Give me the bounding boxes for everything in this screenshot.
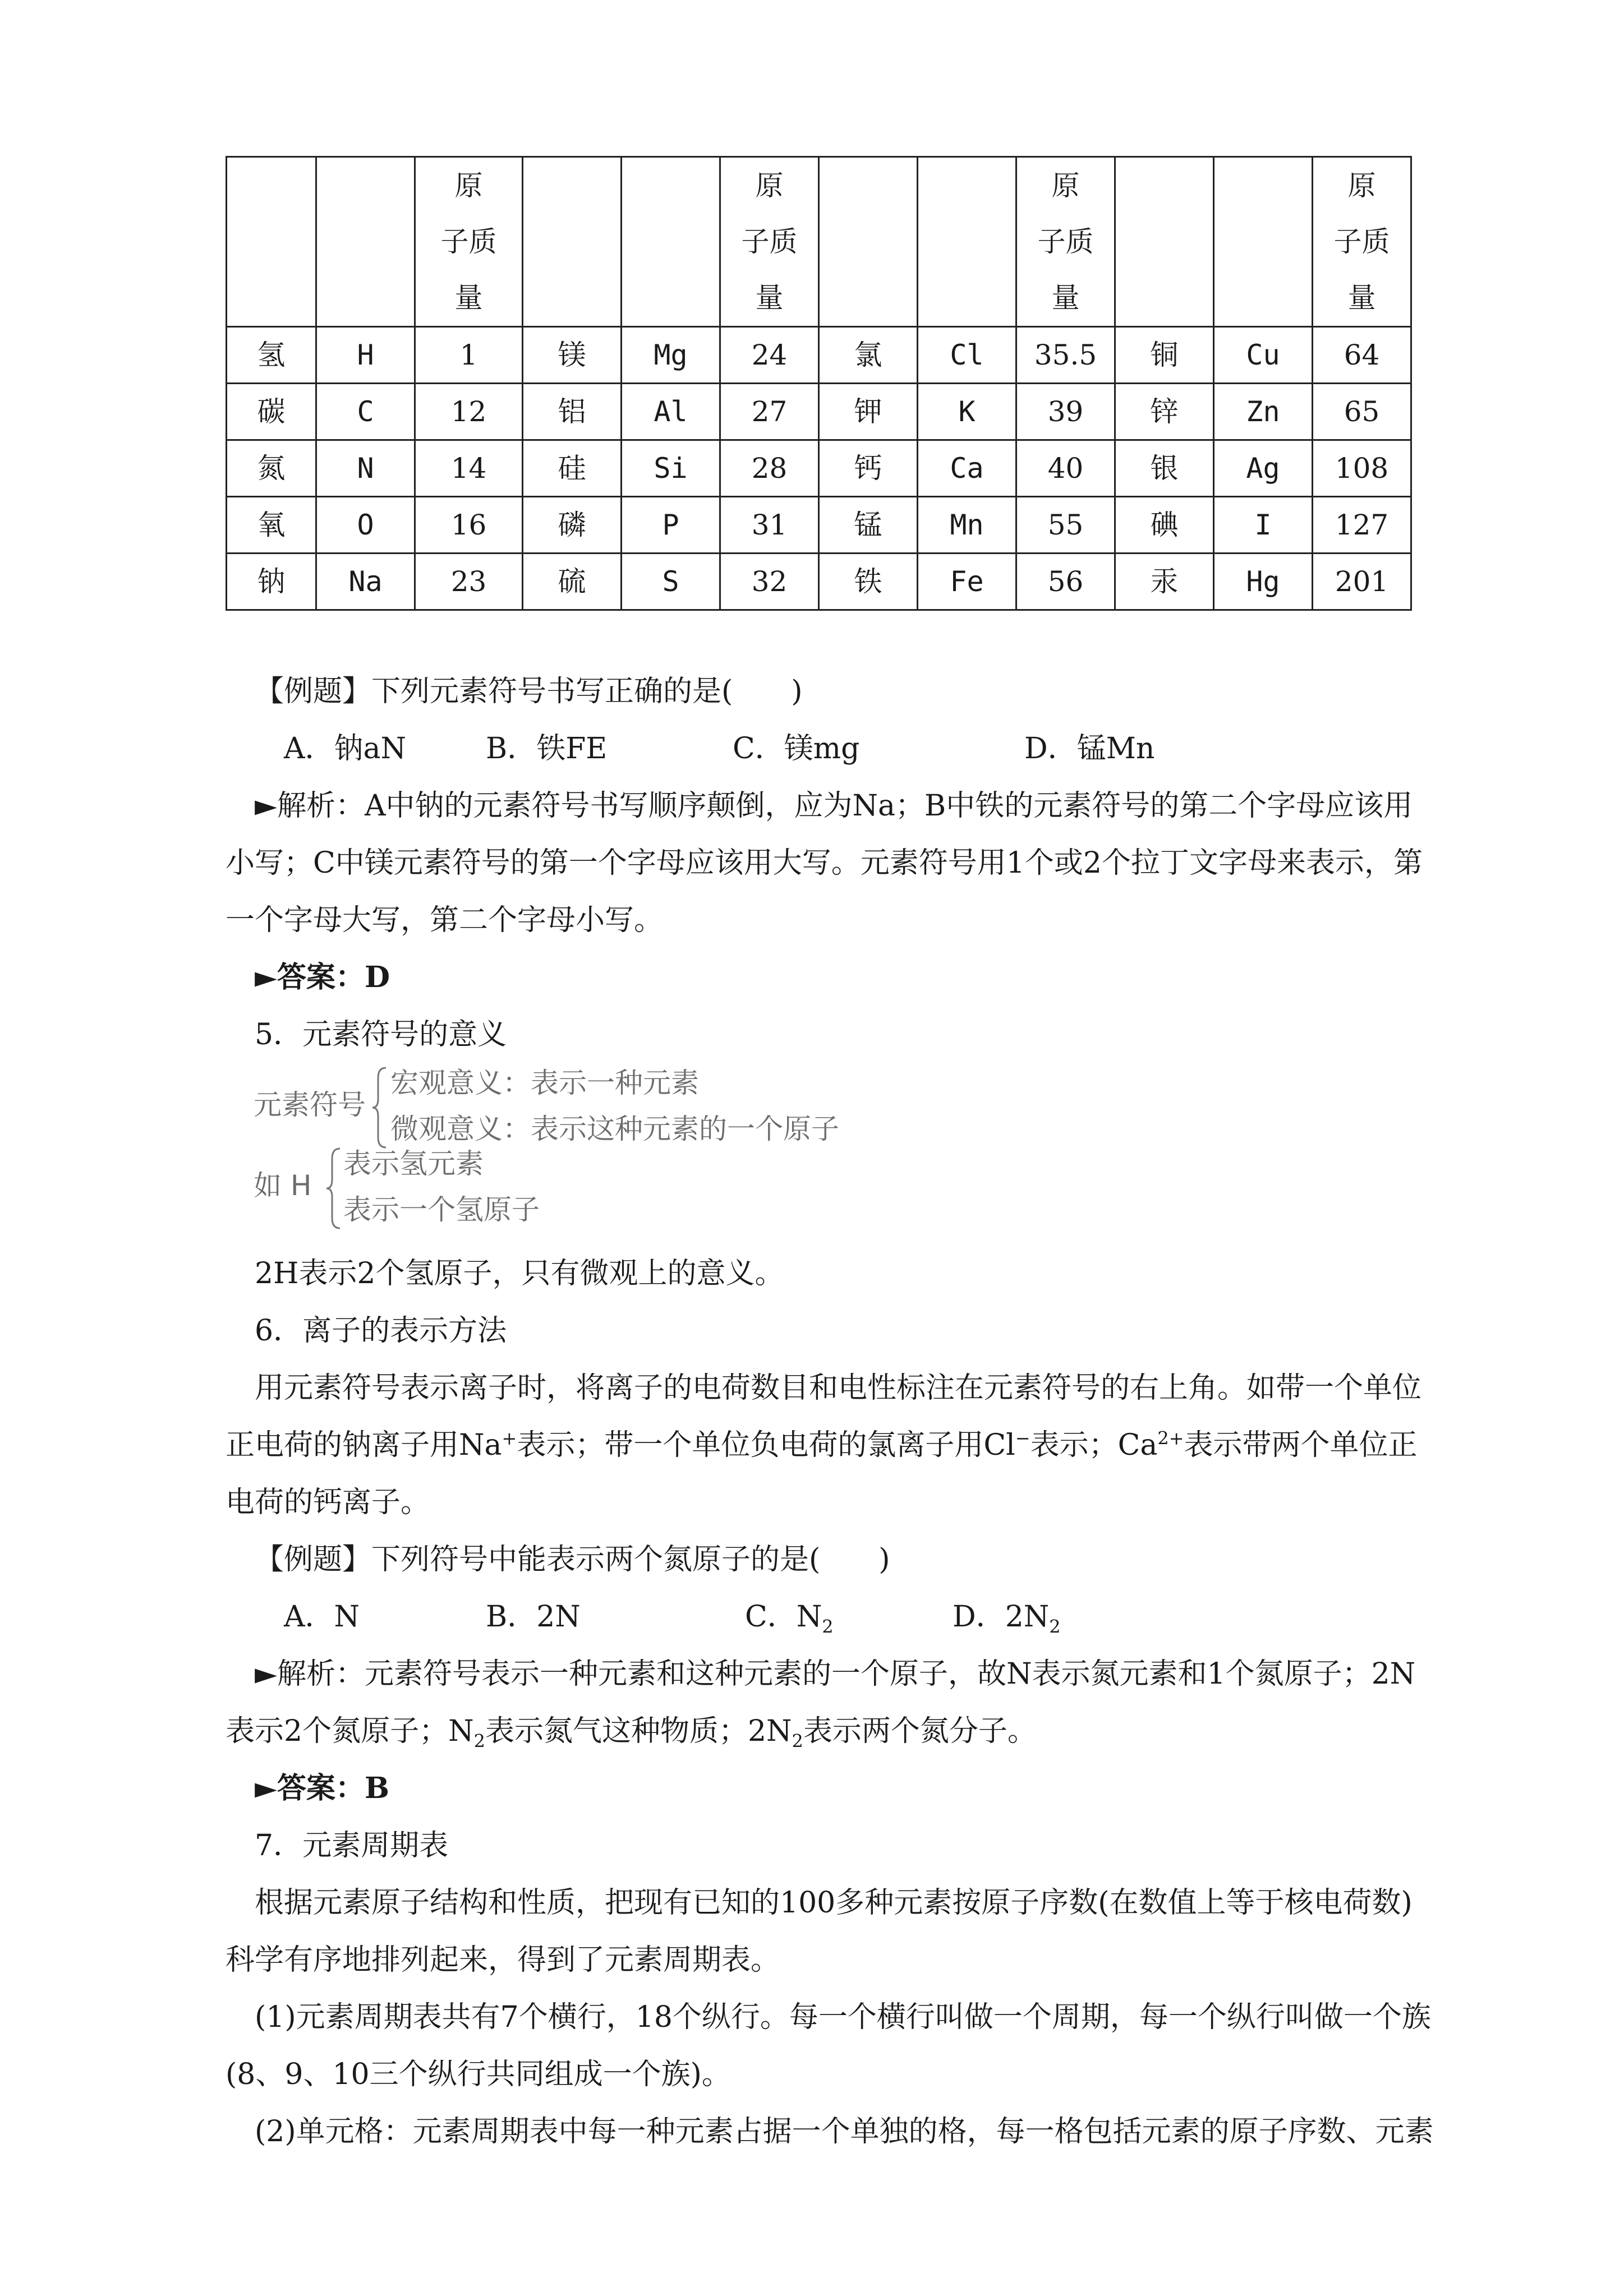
example2-answer: ►答案：B	[255, 1771, 389, 1805]
brace2-label: 如 H	[254, 1169, 312, 1202]
micro-meaning: 微观意义：表示这种元素的一个原子	[390, 1113, 839, 1145]
table-row	[227, 384, 1411, 440]
header-line: 原	[1347, 169, 1376, 202]
element-name-cell: 锌	[1115, 384, 1214, 440]
element-symbol-cell: N	[316, 440, 415, 497]
atomic-mass-cell: 108	[1313, 440, 1411, 497]
element-symbol-cell: Hg	[1214, 554, 1313, 610]
header-line: 子质	[1333, 225, 1390, 258]
empty-header-cell	[227, 157, 316, 327]
atomic-mass-header	[1016, 157, 1115, 327]
element-name-cell: 氢	[227, 327, 316, 384]
element-name-cell: 铝	[523, 384, 622, 440]
element-name-cell: 银	[1115, 440, 1214, 497]
atomic-mass-cell: 32	[720, 554, 819, 610]
section7-item2: (2)单元格：元素周期表中每一种元素占据一个单独的格，每一格包括元素的原子序数、元素	[255, 2115, 1434, 2149]
atomic-mass-cell: 65	[1313, 384, 1411, 440]
example1-option-d: D．锰Mn	[1024, 732, 1155, 766]
hydrogen-element: 表示氢元素	[343, 1147, 484, 1180]
atomic-mass-cell: 55	[1016, 497, 1115, 554]
atomic-mass-header	[1313, 157, 1411, 327]
atomic-mass-cell: 12	[415, 384, 523, 440]
header-line: 子质	[440, 225, 497, 258]
hydrogen-atom: 表示一个氢原子	[343, 1193, 540, 1226]
superscript: +	[502, 1427, 517, 1449]
example2-question: 【例题】下列符号中能表示两个氮原子的是( )	[255, 1543, 890, 1576]
empty-header-cell	[523, 157, 622, 327]
subscript: 2	[792, 1730, 803, 1752]
example1-answer: ►答案：D	[255, 960, 390, 994]
element-symbol-cell: I	[1214, 497, 1313, 554]
element-symbol-cell: Zn	[1214, 384, 1313, 440]
section7-title: 7．元素周期表	[255, 1829, 449, 1862]
example2-analysis	[226, 1645, 1437, 1760]
analysis-part: ►解析：元素符号表示一种元素和这种元素的一个原子，故N表示氮元素和1个氮原子；2N表示2个氮原子；N	[226, 1657, 1416, 1748]
element-name-cell: 锰	[819, 497, 918, 554]
empty-header-cell	[918, 157, 1016, 327]
analysis-part: 表示氮气这种物质；2N	[485, 1714, 792, 1748]
element-name-cell: 硫	[523, 554, 622, 610]
subscript: 2	[822, 1616, 834, 1638]
element-name-cell: 磷	[523, 497, 622, 554]
atomic-mass-cell: 40	[1016, 440, 1115, 497]
element-name-cell: 钾	[819, 384, 918, 440]
atomic-mass-table-container	[226, 156, 1410, 611]
header-line: 量	[454, 282, 483, 314]
superscript: −	[1015, 1427, 1030, 1449]
section7-intro: 根据元素原子结构和性质，把现有已知的100多种元素按原子序数(在数值上等于核电荷数)科学有序地排列起来，得到了元素周期表。	[226, 1886, 1413, 1977]
atomic-mass-cell: 201	[1313, 554, 1411, 610]
section6-text	[226, 1359, 1437, 1531]
element-name-cell: 碘	[1115, 497, 1214, 554]
empty-header-cell	[819, 157, 918, 327]
section5-title: 5．元素符号的意义	[255, 1018, 507, 1052]
example1-options	[226, 720, 1437, 777]
element-name-cell: 铜	[1115, 327, 1214, 384]
atomic-mass-cell: 127	[1313, 497, 1411, 554]
atomic-mass-cell: 27	[720, 384, 819, 440]
example2-option-d	[894, 1588, 1061, 1645]
element-symbol-cell: Mg	[622, 327, 720, 384]
element-name-cell: 氧	[227, 497, 316, 554]
section6-text-part: 表示；带一个单位负电荷的氯离子用Cl	[517, 1428, 1015, 1462]
element-symbol-cell: Cu	[1214, 327, 1313, 384]
header-line: 子质	[741, 225, 798, 258]
header-line: 子质	[1037, 225, 1094, 258]
example2-options	[226, 1588, 1437, 1645]
option-text: C．N	[745, 1600, 822, 1634]
element-name-cell: 镁	[523, 327, 622, 384]
atomic-mass-cell: 31	[720, 497, 819, 554]
atomic-mass-table	[226, 156, 1412, 611]
example2-option-b: B．2N	[486, 1600, 581, 1634]
example1-option-c: C．镁mg	[733, 732, 860, 766]
macro-meaning: 宏观意义：表示一种元素	[390, 1067, 699, 1099]
atomic-mass-cell: 14	[415, 440, 523, 497]
left-brace-icon	[325, 1146, 342, 1230]
brace1-items	[390, 1060, 839, 1152]
element-name-cell: 汞	[1115, 554, 1214, 610]
atomic-mass-header	[720, 157, 819, 327]
element-symbol-cell: Mn	[918, 497, 1016, 554]
atomic-mass-cell: 56	[1016, 554, 1115, 610]
element-name-cell: 氯	[819, 327, 918, 384]
header-line: 量	[755, 282, 784, 314]
header-line: 原	[454, 169, 483, 202]
element-symbol-cell: Na	[316, 554, 415, 610]
empty-header-cell	[1214, 157, 1313, 327]
element-name-cell: 氮	[227, 440, 316, 497]
element-symbol-cell: Fe	[918, 554, 1016, 610]
element-name-cell: 铁	[819, 554, 918, 610]
atomic-mass-cell: 1	[415, 327, 523, 384]
element-symbol-cell: Ag	[1214, 440, 1313, 497]
hydrogen-meaning-brace	[254, 1141, 815, 1236]
element-name-cell: 碳	[227, 384, 316, 440]
header-line: 量	[1051, 282, 1080, 314]
section6-text-part: 表示；Ca	[1030, 1428, 1158, 1462]
element-symbol-cell: H	[316, 327, 415, 384]
element-symbol-cell: O	[316, 497, 415, 554]
subscript: 2	[1049, 1616, 1061, 1638]
atomic-mass-header	[415, 157, 523, 327]
element-symbol-cell: Ca	[918, 440, 1016, 497]
empty-header-cell	[1115, 157, 1214, 327]
element-symbol-cell: C	[316, 384, 415, 440]
header-line: 量	[1347, 282, 1376, 314]
example1-analysis: ►解析：A中钠的元素符号书写顺序颠倒，应为Na；B中铁的元素符号的第二个字母应该用小写；C中镁元素符号的第一个字母应该用大写。元素符号用1个或2个拉丁文字母来表示，第一个字母大写，第二个字母小写。	[226, 789, 1423, 937]
example1-option-a: A．钠aN	[284, 732, 407, 766]
table-row	[227, 497, 1411, 554]
analysis-part: 表示两个氮分子。	[803, 1714, 1037, 1748]
element-symbol-cell: Si	[622, 440, 720, 497]
example1-option-b: B．铁FE	[486, 732, 608, 766]
subscript: 2	[473, 1730, 485, 1752]
empty-header-cell	[316, 157, 415, 327]
table-row	[227, 554, 1411, 610]
element-symbol-cell: P	[622, 497, 720, 554]
section7-item1: (1)元素周期表共有7个横行，18个纵行。每一个横行叫做一个周期，每一个纵行叫做一个族(8、9、10三个纵行共同组成一个族)。	[226, 2000, 1431, 2091]
left-brace-icon	[371, 1066, 388, 1150]
atomic-mass-cell: 39	[1016, 384, 1115, 440]
atomic-mass-cell: 35.5	[1016, 327, 1115, 384]
table-row	[227, 327, 1411, 384]
table-row	[227, 440, 1411, 497]
element-symbol-cell: S	[622, 554, 720, 610]
header-line: 原	[755, 169, 784, 202]
example1-question: 【例题】下列元素符号书写正确的是( )	[255, 675, 803, 708]
section6-text-part: 表示带两个单位正电荷的钙离子。	[226, 1428, 1418, 1519]
section6-title: 6．离子的表示方法	[255, 1314, 507, 1348]
element-symbol-cell: Al	[622, 384, 720, 440]
element-name-cell: 钠	[227, 554, 316, 610]
atomic-mass-cell: 64	[1313, 327, 1411, 384]
element-symbol-cell: K	[918, 384, 1016, 440]
atomic-mass-cell: 23	[415, 554, 523, 610]
element-name-cell: 钙	[819, 440, 918, 497]
header-line: 原	[1051, 169, 1080, 202]
section5-note: 2H表示2个氢原子，只有微观上的意义。	[255, 1257, 784, 1290]
element-symbol-cell: Cl	[918, 327, 1016, 384]
atomic-mass-cell: 16	[415, 497, 523, 554]
atomic-mass-cell: 24	[720, 327, 819, 384]
brace1-label: 元素符号	[254, 1089, 366, 1121]
section6-text-part: 用元素符号表示离子时，将离子的电荷数目和电性标注在元素符号的右上角。如带一个单位正电荷的钠离子用Na	[226, 1371, 1422, 1462]
option-text: D．2N	[953, 1600, 1050, 1634]
table-header-row	[227, 157, 1411, 327]
element-name-cell: 硅	[523, 440, 622, 497]
brace2-items	[343, 1141, 540, 1233]
empty-header-cell	[622, 157, 720, 327]
superscript: 2+	[1157, 1427, 1184, 1449]
example2-option-c	[687, 1588, 894, 1645]
example2-option-a: A．N	[284, 1600, 360, 1634]
atomic-mass-cell: 28	[720, 440, 819, 497]
